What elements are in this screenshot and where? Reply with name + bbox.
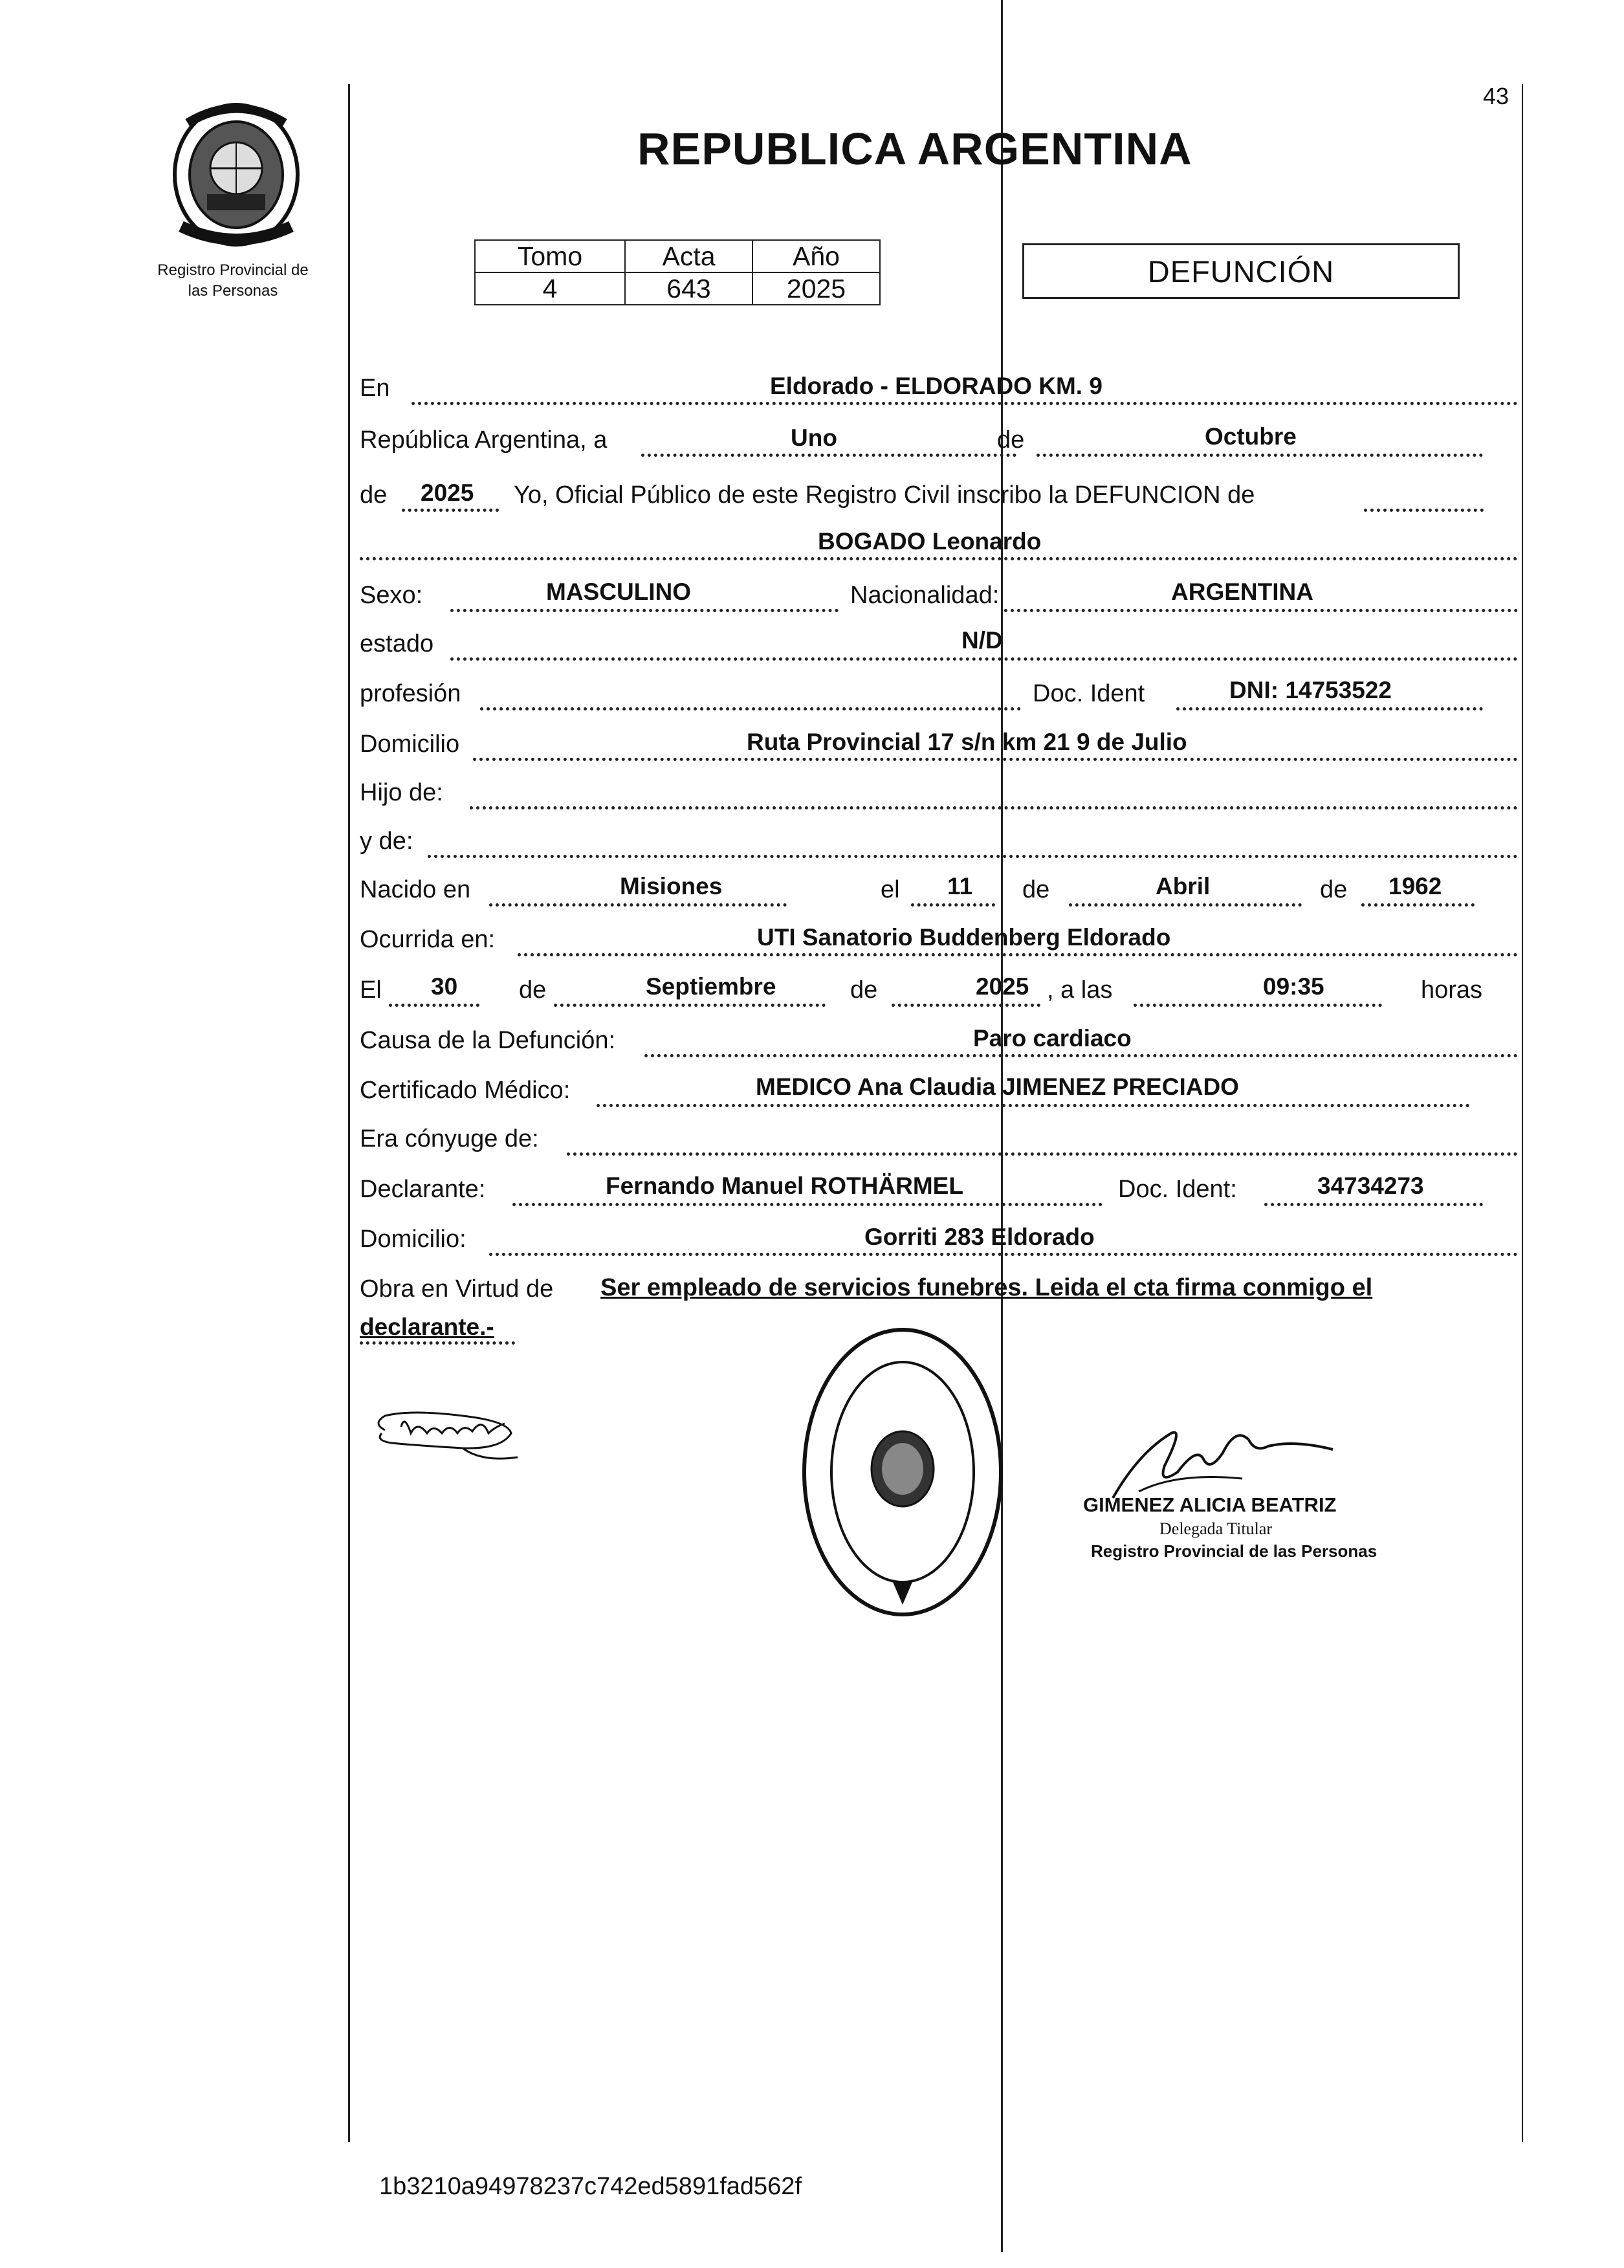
dots xyxy=(644,1054,1518,1057)
label-de-anio2: de xyxy=(850,976,878,1004)
right-margin-line xyxy=(1522,84,1523,2142)
label-y-de: y de: xyxy=(360,828,413,855)
header-tomo: Tomo xyxy=(475,240,625,272)
label-sexo: Sexo: xyxy=(360,582,423,609)
provincial-seal xyxy=(162,97,311,252)
label-republica: República Argentina, a xyxy=(360,426,608,454)
row-profesion xyxy=(360,674,1518,713)
row-causa xyxy=(360,1021,1518,1060)
registry-stamp xyxy=(796,1320,1009,1624)
dots xyxy=(489,903,787,907)
dots xyxy=(360,1341,515,1345)
dots xyxy=(450,609,839,612)
dots xyxy=(892,1004,1040,1007)
label-de-mes2: de xyxy=(519,976,547,1004)
row-en xyxy=(360,369,1518,408)
row-obra xyxy=(360,1270,1518,1308)
dots xyxy=(1361,903,1475,907)
dots xyxy=(597,1104,1470,1107)
dots xyxy=(389,1004,479,1007)
dots xyxy=(641,454,1016,457)
dots xyxy=(1364,509,1484,512)
label-nacido-en: Nacido en xyxy=(360,876,471,903)
dots xyxy=(473,758,1518,761)
dots xyxy=(1069,903,1302,907)
label-horas: horas xyxy=(1421,976,1483,1004)
dots xyxy=(411,402,1518,405)
row-conyuge xyxy=(360,1119,1518,1158)
label-profesion: profesión xyxy=(360,680,461,707)
row-hijo-de xyxy=(360,773,1518,812)
value-tomo: 4 xyxy=(475,272,625,305)
dots xyxy=(1176,707,1483,710)
value-nombre: BOGADO Leonardo xyxy=(818,528,1042,555)
label-estado: estado xyxy=(360,630,434,657)
row-estado xyxy=(360,624,1518,663)
label-de-mes: de xyxy=(1022,876,1050,903)
value-obra-1: Ser empleado de servicios funebres. Leida el cta firma conmigo el xyxy=(600,1274,1373,1301)
row-nombre xyxy=(360,524,1518,563)
dots xyxy=(360,557,1518,560)
value-nacido-en: Misiones xyxy=(620,873,723,899)
label-doc-ident: Doc. Ident xyxy=(1033,680,1145,707)
label-hijo-de: Hijo de: xyxy=(360,779,443,806)
dots xyxy=(911,903,995,907)
value-certificado: MEDICO Ana Claudia JIMENEZ PRECIADO xyxy=(756,1073,1239,1100)
page-title: REPUBLICA ARGENTINA xyxy=(637,124,1192,174)
label-a-las: , a las xyxy=(1047,976,1113,1004)
value-sexo: MASCULINO xyxy=(546,578,692,605)
dots xyxy=(512,1203,1103,1206)
document-hash: 1b3210a94978237c742ed5891fad562f xyxy=(379,2173,802,2200)
label-certificado: Certificado Médico: xyxy=(360,1077,571,1104)
label-nacionalidad: Nacionalidad: xyxy=(850,582,1000,609)
value-estado: N/D xyxy=(961,627,1003,654)
dots xyxy=(470,806,1518,809)
label-de-anio: de xyxy=(1320,876,1348,903)
dots xyxy=(1134,1004,1382,1007)
row-y-de xyxy=(360,822,1518,861)
record-table xyxy=(474,239,881,305)
value-dni: DNI: 14753522 xyxy=(1229,677,1392,703)
dots xyxy=(428,855,1518,858)
dots xyxy=(480,707,1021,710)
value-acta: 643 xyxy=(625,272,752,305)
dots xyxy=(518,953,1518,956)
dots xyxy=(554,1004,826,1007)
label-declarante: Declarante: xyxy=(360,1176,486,1203)
value-domicilio: Ruta Provincial 17 s/n km 21 9 de Julio xyxy=(747,729,1187,755)
value-def-anio: 2025 xyxy=(976,973,1029,1000)
label-yo: Yo, Oficial Público de este Registro Civil inscribo la DEFUNCION de xyxy=(514,481,1255,509)
dots xyxy=(489,1253,1518,1256)
value-hora: 09:35 xyxy=(1263,973,1324,1000)
row-fecha xyxy=(360,421,1518,459)
row-domicilio xyxy=(360,725,1518,764)
row-declarante xyxy=(360,1170,1518,1209)
label-domicilio: Domicilio xyxy=(360,731,460,758)
declarant-signature xyxy=(366,1398,527,1469)
row-yo xyxy=(360,476,1518,514)
value-anio: 2025 xyxy=(421,479,474,506)
page-number: 43 xyxy=(1483,83,1509,109)
value-obra-2: declarante.- xyxy=(360,1314,494,1340)
row-domicilio-declarante xyxy=(360,1220,1518,1259)
header-acta: Acta xyxy=(625,240,752,272)
value-declarante: Fernando Manuel ROTHÄRMEL xyxy=(606,1173,963,1199)
dots xyxy=(450,657,1518,661)
value-nacionalidad: ARGENTINA xyxy=(1171,578,1313,605)
label-de: de xyxy=(997,426,1025,454)
dots xyxy=(1264,1203,1483,1206)
value-nac-mes: Abril xyxy=(1156,873,1211,899)
value-nac-dia: 11 xyxy=(947,873,973,899)
row-nacido xyxy=(360,870,1518,909)
value-lugar: Eldorado - ELDORADO KM. 9 xyxy=(770,373,1103,399)
signature-role: Delegada Titular xyxy=(1159,1519,1273,1538)
dots xyxy=(567,1152,1518,1156)
header-anio: Año xyxy=(752,240,880,272)
document-type-box: DEFUNCIÓN xyxy=(1022,243,1460,299)
left-margin-line xyxy=(348,84,350,2142)
row-sexo xyxy=(360,576,1518,615)
value-def-dia: 30 xyxy=(431,973,458,1000)
label-causa: Causa de la Defunción: xyxy=(360,1027,616,1054)
signature-name: GIMENEZ ALICIA BEATRIZ xyxy=(1083,1493,1337,1516)
label-ocurrida-en: Ocurrida en: xyxy=(360,926,496,953)
row-fecha-defuncion xyxy=(360,971,1518,1009)
value-ocurrida-en: UTI Sanatorio Buddenberg Eldorado xyxy=(757,924,1171,951)
row-certificado xyxy=(360,1071,1518,1110)
label-en: En xyxy=(360,375,390,402)
value-causa: Paro cardiaco xyxy=(973,1025,1132,1051)
registry-caption: Registro Provincial de las Personas xyxy=(157,261,309,300)
value-decl-domicilio: Gorriti 283 Eldorado xyxy=(864,1224,1095,1250)
label-el: el xyxy=(881,876,900,903)
value-mes: Octubre xyxy=(1205,423,1297,450)
label-conyuge: Era cónyuge de: xyxy=(360,1125,539,1152)
dots xyxy=(1004,609,1518,612)
dots xyxy=(1037,454,1483,457)
label-el2: El xyxy=(360,976,382,1004)
label-domicilio2: Domicilio: xyxy=(360,1226,466,1253)
value-anio: 2025 xyxy=(752,272,880,305)
label-doc-ident2: Doc. Ident: xyxy=(1118,1176,1237,1203)
value-decl-doc: 34734273 xyxy=(1317,1173,1424,1199)
value-def-mes: Septiembre xyxy=(646,973,776,1000)
label-de2: de xyxy=(360,481,388,509)
value-nac-anio: 1962 xyxy=(1388,873,1442,899)
value-dia: Uno xyxy=(791,424,837,451)
signature-office: Registro Provincial de las Personas xyxy=(1091,1541,1377,1561)
row-ocurrida xyxy=(360,920,1518,959)
dots xyxy=(402,509,499,512)
label-obra: Obra en Virtud de xyxy=(360,1275,554,1303)
